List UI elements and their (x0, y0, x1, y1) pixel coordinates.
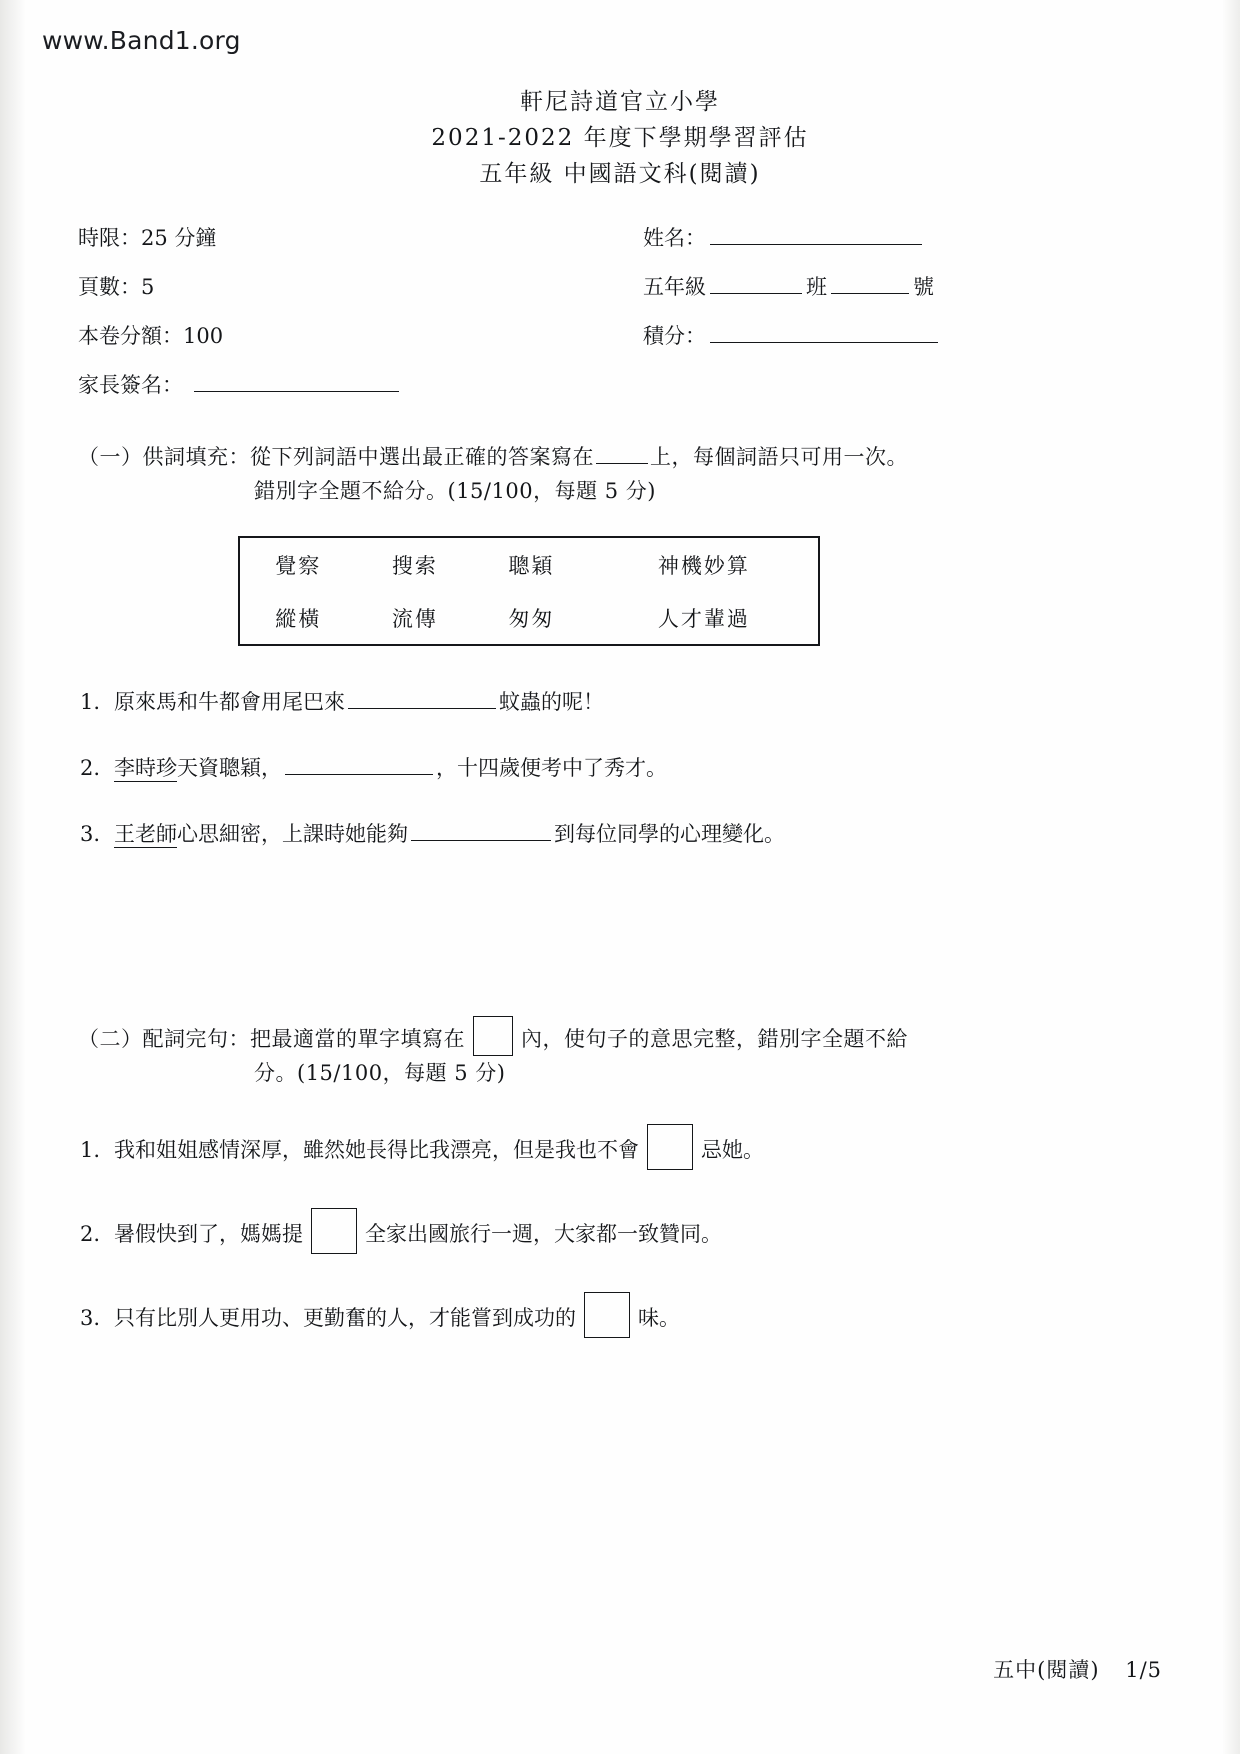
question-text-after: 忌她。 (701, 1138, 764, 1162)
section-one-title-line2: 錯別字全題不給分。(15/100，每題 5 分) (254, 479, 656, 503)
question-body (114, 1292, 1170, 1338)
name-field (643, 222, 926, 252)
question-text-after: 全家出國旅行一週，大家都一致贊同。 (365, 1222, 722, 1246)
question-number: 1. (80, 690, 101, 714)
site-watermark: www.Band1.org (42, 26, 241, 55)
page-footer (993, 1654, 1162, 1684)
answer-blank[interactable] (411, 824, 551, 841)
question-number: 2. (80, 1222, 101, 1246)
pages-count: 頁數：5 (78, 275, 155, 299)
question-text-before: 暑假快到了，媽媽提 (114, 1222, 303, 1246)
word-bank-row (240, 538, 818, 591)
section-two-heading (78, 1016, 1170, 1090)
list-item (80, 1292, 1170, 1338)
answer-box[interactable] (584, 1292, 630, 1338)
parent-signature-rule[interactable] (194, 374, 399, 392)
question-keyword: 李時珍 (114, 756, 177, 780)
question-number: 2. (80, 756, 101, 780)
word-bank-cell: 神機妙算 (657, 553, 750, 578)
name-label: 姓名： (643, 226, 706, 250)
name-input-rule[interactable] (710, 227, 922, 245)
total-marks: 本卷分額：100 (78, 324, 224, 348)
section-two-title-b: 內，使句子的意思完整，錯別字全題不給 (521, 1027, 908, 1051)
parent-signature-field (78, 369, 403, 399)
question-text-after: ，十四歲便考中了秀才。 (436, 756, 667, 780)
question-text-before: 原來馬和牛都會用尾巴來 (114, 690, 345, 714)
section-two-title-a: （二）配詞完句：把最適當的單字填寫在 (78, 1027, 465, 1051)
info-row-4 (78, 369, 1160, 418)
question-body (114, 816, 1170, 852)
word-bank-box (238, 536, 820, 646)
info-row-1 (78, 222, 1160, 271)
question-body (114, 1208, 1170, 1254)
question-body (114, 750, 1170, 786)
question-number: 3. (80, 822, 101, 846)
page-number: 1/5 (1125, 1658, 1162, 1682)
question-text-after: 到每位同學的心理變化。 (554, 822, 785, 846)
class-field (643, 271, 934, 301)
subject-title: 五年級 中國語文科(閱讀) (479, 161, 761, 187)
list-item (80, 750, 1170, 786)
word-bank-table (240, 538, 818, 644)
time-limit: 時限：25 分鐘 (78, 226, 217, 250)
question-keyword: 王老師 (114, 822, 177, 846)
list-item (80, 1208, 1170, 1254)
info-block (78, 222, 1160, 418)
question-text-before: 我和姐姐感情深厚，雖然她長得比我漂亮，但是我也不會 (114, 1138, 639, 1162)
question-text-after: 味。 (638, 1306, 680, 1330)
word-bank-cell: 人才輩過 (657, 606, 750, 631)
school-name: 軒尼詩道官立小學 (520, 89, 720, 115)
term-title: 2021-2022 年度下學期學習評估 (431, 125, 809, 151)
word-bank-cell: 匆匆 (508, 606, 555, 631)
question-number: 3. (80, 1306, 101, 1330)
word-bank-cell: 縱橫 (275, 606, 322, 631)
list-item (80, 684, 1170, 720)
section-one-title-line (78, 440, 1170, 508)
class-word-label: 班 (806, 275, 827, 299)
number-input-rule[interactable] (831, 276, 909, 294)
word-bank-cell: 流傳 (391, 606, 438, 631)
question-text-before: 天資聰穎， (177, 756, 282, 780)
section-two-questions (80, 1124, 1170, 1368)
section-one-questions (80, 684, 1170, 882)
score-field (643, 320, 942, 350)
section-two-title-line2: 分。(15/100，每題 5 分) (254, 1061, 506, 1085)
word-bank-cell: 覺察 (275, 553, 322, 578)
section-one-heading (78, 440, 1170, 508)
list-item (80, 1124, 1170, 1170)
class-grade-label: 五年級 (643, 275, 706, 299)
question-text-after: 蚊蟲的呢！ (499, 690, 604, 714)
answer-box[interactable] (647, 1124, 693, 1170)
score-input-rule[interactable] (710, 325, 938, 343)
word-bank-row (240, 591, 818, 644)
answer-box[interactable] (311, 1208, 357, 1254)
info-row-3 (78, 320, 1160, 369)
section-one-title: （一）供詞填充：從下列詞語中選出最正確的答案寫在 (78, 445, 594, 469)
answer-box[interactable] (473, 1016, 513, 1056)
number-word-label: 號 (913, 275, 934, 299)
question-body (114, 1124, 1170, 1170)
section-two-title-line (78, 1016, 1170, 1090)
answer-blank[interactable] (348, 692, 496, 709)
footer-label: 五中(閱讀) (993, 1658, 1100, 1682)
question-body (114, 684, 1170, 720)
class-input-rule[interactable] (710, 276, 802, 294)
section-one-title-tail: 上，每個詞語只可用一次。 (650, 445, 908, 469)
question-text-before: 心思細密，上課時她能夠 (177, 822, 408, 846)
parent-signature-label: 家長簽名： (78, 373, 183, 397)
list-item (80, 816, 1170, 852)
word-bank-cell: 聰穎 (508, 553, 555, 578)
info-row-2 (78, 271, 1160, 320)
answer-blank[interactable] (285, 758, 433, 775)
word-bank-cell: 搜索 (391, 553, 438, 578)
section-one-title-blank (596, 449, 648, 464)
score-label: 積分： (643, 324, 706, 348)
page-header (0, 84, 1240, 192)
question-text-before: 只有比別人更用功、更勤奮的人，才能嘗到成功的 (114, 1306, 576, 1330)
question-number: 1. (80, 1138, 101, 1162)
